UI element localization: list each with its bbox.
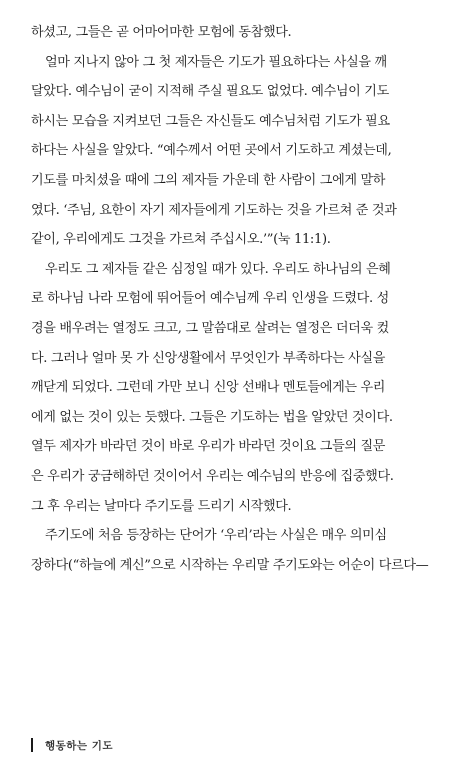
text-line: 달았다. 예수님이 굳이 지적해 주실 필요도 없었다. 예수님이 기도 xyxy=(31,84,389,100)
text-line: 로 하나님 나라 모험에 뛰어들어 예수님께 우리 인생을 드렸다. 성 xyxy=(31,291,389,307)
text-line: 다. 그러나 얼마 못 가 신앙생활에서 무엇인가 부족하다는 사실을 xyxy=(31,350,386,366)
text-line: 얼마 지나지 않아 그 첫 제자들은 기도가 필요하다는 사실을 깨 xyxy=(45,54,387,70)
text-line: 은 우리가 궁금해하던 것이어서 우리는 예수님의 반응에 집중했다. xyxy=(31,468,394,484)
text-line: 하셨고, 그들은 곧 어마어마한 모험에 동참했다. xyxy=(31,25,292,40)
text-line: 였다. ‘주님, 요한이 자기 제자들에게 기도하는 것을 가르쳐 준 것과 xyxy=(31,202,397,218)
book-title: 행동하는 기도 xyxy=(45,739,114,752)
text-line: 경을 배우려는 열정도 크고, 그 말씀대로 살려는 열정은 더더욱 컸 xyxy=(31,320,389,336)
text-line: 장하다(“하늘에 계신”으로 시작하는 우리말 주기도와는 어순이 다르다— xyxy=(31,557,429,573)
text-line: 그 후 우리는 날마다 주기도를 드리기 시작했다. xyxy=(31,498,292,514)
text-line: 기도를 마치셨을 때에 그의 제자들 가운데 한 사람이 그에게 말하 xyxy=(31,172,386,188)
text-line: 하시는 모습을 지켜보던 그들은 자신들도 예수님처럼 기도가 필요 xyxy=(31,113,390,129)
text-line: 주기도에 처음 등장하는 단어가 ‘우리’라는 사실은 매우 의미심 xyxy=(45,528,387,544)
body-text xyxy=(31,18,443,580)
text-line: 열두 제자가 바라던 것이 바로 우리가 바라던 것이요 그들의 질문 xyxy=(31,439,386,455)
text-line: 에게 없는 것이 있는 듯했다. 그들은 기도하는 법을 알았던 것이다. xyxy=(31,409,393,425)
page-footer xyxy=(31,737,113,753)
text-line: 같이, 우리에게도 그것을 가르쳐 주십시오.’”(눅 11:1). xyxy=(31,232,331,248)
text-line: 깨닫게 되었다. 그런데 가만 보니 신앙 선배나 멘토들에게는 우리 xyxy=(31,380,386,396)
footer-divider xyxy=(31,738,33,752)
text-line: 우리도 그 제자들 같은 심정일 때가 있다. 우리도 하나님의 은혜 xyxy=(45,261,391,277)
text-line: 하다는 사실을 알았다. “예수께서 어떤 곳에서 기도하고 계셨는데, xyxy=(31,143,392,159)
